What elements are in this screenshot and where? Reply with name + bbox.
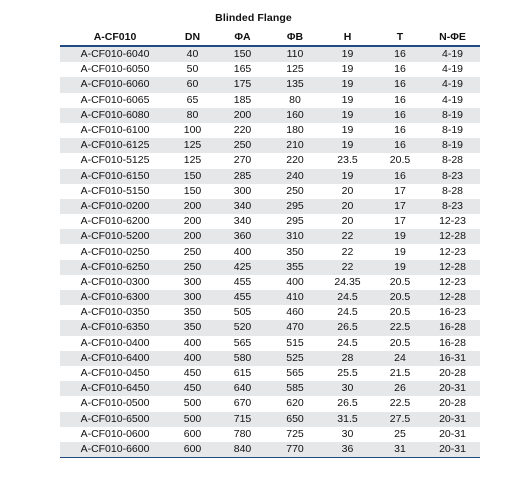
cell-diameter-a: 285 xyxy=(215,169,270,184)
cell-part-number: A-CF010-6450 xyxy=(60,381,170,396)
cell-dn: 200 xyxy=(170,229,215,244)
cell-part-number: A-CF010-0250 xyxy=(60,244,170,259)
header-dn: DN xyxy=(170,28,215,46)
table-row xyxy=(60,412,480,427)
cell-diameter-a: 670 xyxy=(215,396,270,411)
cell-dn: 65 xyxy=(170,93,215,108)
cell-diameter-b: 350 xyxy=(270,244,320,259)
cell-dn: 125 xyxy=(170,138,215,153)
cell-diameter-a: 715 xyxy=(215,412,270,427)
cell-t: 16 xyxy=(375,77,425,92)
table-row xyxy=(60,46,480,62)
cell-dn: 50 xyxy=(170,62,215,77)
cell-diameter-b: 410 xyxy=(270,290,320,305)
cell-part-number: A-CF010-6150 xyxy=(60,169,170,184)
cell-dn: 300 xyxy=(170,290,215,305)
cell-part-number: A-CF010-0200 xyxy=(60,199,170,214)
header-row xyxy=(60,28,480,46)
cell-n-diameter-e: 12-28 xyxy=(425,229,480,244)
cell-n-diameter-e: 12-28 xyxy=(425,290,480,305)
cell-diameter-a: 175 xyxy=(215,77,270,92)
table-row xyxy=(60,77,480,92)
cell-diameter-a: 780 xyxy=(215,427,270,442)
cell-h: 19 xyxy=(320,93,375,108)
cell-t: 19 xyxy=(375,229,425,244)
cell-diameter-a: 300 xyxy=(215,184,270,199)
cell-diameter-a: 455 xyxy=(215,275,270,290)
cell-h: 19 xyxy=(320,123,375,138)
cell-diameter-b: 725 xyxy=(270,427,320,442)
cell-n-diameter-e: 4-19 xyxy=(425,62,480,77)
cell-n-diameter-e: 16-28 xyxy=(425,336,480,351)
cell-dn: 350 xyxy=(170,320,215,335)
cell-n-diameter-e: 8-19 xyxy=(425,123,480,138)
cell-diameter-b: 160 xyxy=(270,108,320,123)
table-row xyxy=(60,290,480,305)
cell-t: 20.5 xyxy=(375,336,425,351)
cell-part-number: A-CF010-0350 xyxy=(60,305,170,320)
cell-t: 19 xyxy=(375,260,425,275)
cell-diameter-b: 515 xyxy=(270,336,320,351)
cell-dn: 250 xyxy=(170,244,215,259)
cell-t: 16 xyxy=(375,169,425,184)
table-title: Blinded Flange xyxy=(215,12,292,24)
cell-h: 19 xyxy=(320,108,375,123)
table-row xyxy=(60,366,480,381)
cell-dn: 300 xyxy=(170,275,215,290)
cell-h: 31.5 xyxy=(320,412,375,427)
cell-h: 19 xyxy=(320,138,375,153)
table-row xyxy=(60,244,480,259)
cell-h: 24.5 xyxy=(320,305,375,320)
cell-h: 19 xyxy=(320,169,375,184)
table-row xyxy=(60,93,480,108)
table-body xyxy=(60,46,480,458)
cell-n-diameter-e: 12-23 xyxy=(425,244,480,259)
cell-h: 25.5 xyxy=(320,366,375,381)
cell-diameter-a: 400 xyxy=(215,244,270,259)
cell-dn: 400 xyxy=(170,336,215,351)
cell-diameter-b: 210 xyxy=(270,138,320,153)
cell-diameter-a: 840 xyxy=(215,442,270,458)
cell-n-diameter-e: 8-28 xyxy=(425,184,480,199)
cell-diameter-b: 525 xyxy=(270,351,320,366)
cell-n-diameter-e: 12-23 xyxy=(425,214,480,229)
cell-h: 22 xyxy=(320,229,375,244)
cell-diameter-a: 220 xyxy=(215,123,270,138)
cell-diameter-a: 340 xyxy=(215,214,270,229)
cell-diameter-b: 770 xyxy=(270,442,320,458)
cell-diameter-b: 470 xyxy=(270,320,320,335)
cell-n-diameter-e: 16-28 xyxy=(425,320,480,335)
cell-h: 26.5 xyxy=(320,396,375,411)
table-row xyxy=(60,427,480,442)
cell-diameter-a: 505 xyxy=(215,305,270,320)
table-row xyxy=(60,229,480,244)
cell-n-diameter-e: 20-28 xyxy=(425,366,480,381)
cell-dn: 125 xyxy=(170,153,215,168)
cell-h: 22 xyxy=(320,244,375,259)
table-row xyxy=(60,184,480,199)
cell-t: 21.5 xyxy=(375,366,425,381)
cell-diameter-b: 110 xyxy=(270,46,320,62)
cell-n-diameter-e: 12-28 xyxy=(425,260,480,275)
cell-h: 20 xyxy=(320,214,375,229)
cell-t: 16 xyxy=(375,108,425,123)
cell-diameter-b: 310 xyxy=(270,229,320,244)
cell-t: 22.5 xyxy=(375,320,425,335)
cell-part-number: A-CF010-6350 xyxy=(60,320,170,335)
cell-t: 16 xyxy=(375,138,425,153)
table-row xyxy=(60,351,480,366)
cell-part-number: A-CF010-6060 xyxy=(60,77,170,92)
table-row xyxy=(60,62,480,77)
cell-t: 22.5 xyxy=(375,396,425,411)
cell-part-number: A-CF010-0400 xyxy=(60,336,170,351)
cell-t: 16 xyxy=(375,46,425,62)
header-t: T xyxy=(375,28,425,46)
cell-diameter-b: 295 xyxy=(270,199,320,214)
cell-part-number: A-CF010-6125 xyxy=(60,138,170,153)
cell-n-diameter-e: 12-23 xyxy=(425,275,480,290)
cell-t: 16 xyxy=(375,62,425,77)
cell-h: 23.5 xyxy=(320,153,375,168)
cell-diameter-b: 295 xyxy=(270,214,320,229)
table-row xyxy=(60,169,480,184)
cell-diameter-b: 650 xyxy=(270,412,320,427)
table-row xyxy=(60,396,480,411)
table-row xyxy=(60,320,480,335)
cell-dn: 200 xyxy=(170,199,215,214)
cell-diameter-a: 150 xyxy=(215,46,270,62)
cell-diameter-a: 615 xyxy=(215,366,270,381)
cell-h: 26.5 xyxy=(320,320,375,335)
cell-n-diameter-e: 8-19 xyxy=(425,108,480,123)
cell-part-number: A-CF010-5125 xyxy=(60,153,170,168)
cell-dn: 80 xyxy=(170,108,215,123)
table-row xyxy=(60,275,480,290)
cell-t: 26 xyxy=(375,381,425,396)
cell-diameter-b: 565 xyxy=(270,366,320,381)
header-diameter-b: ΦB xyxy=(270,28,320,46)
cell-h: 36 xyxy=(320,442,375,458)
cell-h: 24.35 xyxy=(320,275,375,290)
cell-part-number: A-CF010-0450 xyxy=(60,366,170,381)
cell-h: 22 xyxy=(320,260,375,275)
table-row xyxy=(60,214,480,229)
cell-h: 20 xyxy=(320,199,375,214)
cell-n-diameter-e: 20-31 xyxy=(425,427,480,442)
cell-n-diameter-e: 4-19 xyxy=(425,46,480,62)
cell-dn: 100 xyxy=(170,123,215,138)
cell-n-diameter-e: 20-28 xyxy=(425,396,480,411)
cell-n-diameter-e: 8-23 xyxy=(425,169,480,184)
cell-diameter-a: 270 xyxy=(215,153,270,168)
cell-n-diameter-e: 16-31 xyxy=(425,351,480,366)
cell-diameter-a: 200 xyxy=(215,108,270,123)
table-row xyxy=(60,153,480,168)
cell-dn: 400 xyxy=(170,351,215,366)
cell-t: 20.5 xyxy=(375,305,425,320)
table-row xyxy=(60,199,480,214)
header-part-number: A-CF010 xyxy=(60,28,170,46)
cell-n-diameter-e: 20-31 xyxy=(425,442,480,458)
table-row xyxy=(60,381,480,396)
cell-n-diameter-e: 8-23 xyxy=(425,199,480,214)
cell-dn: 40 xyxy=(170,46,215,62)
cell-diameter-a: 640 xyxy=(215,381,270,396)
cell-diameter-b: 400 xyxy=(270,275,320,290)
table-row xyxy=(60,123,480,138)
cell-part-number: A-CF010-6400 xyxy=(60,351,170,366)
cell-diameter-b: 620 xyxy=(270,396,320,411)
cell-diameter-a: 185 xyxy=(215,93,270,108)
cell-diameter-a: 455 xyxy=(215,290,270,305)
cell-t: 24 xyxy=(375,351,425,366)
cell-diameter-b: 250 xyxy=(270,184,320,199)
cell-diameter-b: 80 xyxy=(270,93,320,108)
table-row xyxy=(60,260,480,275)
cell-part-number: A-CF010-6050 xyxy=(60,62,170,77)
cell-part-number: A-CF010-0300 xyxy=(60,275,170,290)
cell-diameter-a: 565 xyxy=(215,336,270,351)
cell-part-number: A-CF010-6300 xyxy=(60,290,170,305)
cell-t: 19 xyxy=(375,244,425,259)
cell-t: 20.5 xyxy=(375,153,425,168)
cell-t: 16 xyxy=(375,123,425,138)
cell-n-diameter-e: 4-19 xyxy=(425,77,480,92)
cell-dn: 150 xyxy=(170,184,215,199)
cell-t: 20.5 xyxy=(375,290,425,305)
table-row xyxy=(60,138,480,153)
cell-n-diameter-e: 20-31 xyxy=(425,381,480,396)
cell-dn: 200 xyxy=(170,214,215,229)
cell-t: 17 xyxy=(375,214,425,229)
cell-part-number: A-CF010-0600 xyxy=(60,427,170,442)
cell-dn: 60 xyxy=(170,77,215,92)
cell-t: 16 xyxy=(375,93,425,108)
cell-dn: 600 xyxy=(170,427,215,442)
cell-diameter-a: 250 xyxy=(215,138,270,153)
header-h: H xyxy=(320,28,375,46)
cell-diameter-a: 580 xyxy=(215,351,270,366)
cell-part-number: A-CF010-6600 xyxy=(60,442,170,458)
cell-h: 24.5 xyxy=(320,290,375,305)
cell-diameter-b: 125 xyxy=(270,62,320,77)
cell-part-number: A-CF010-6040 xyxy=(60,46,170,62)
header-n-diameter-e: N-ΦE xyxy=(425,28,480,46)
cell-t: 20.5 xyxy=(375,275,425,290)
cell-part-number: A-CF010-6250 xyxy=(60,260,170,275)
cell-h: 19 xyxy=(320,77,375,92)
cell-diameter-b: 180 xyxy=(270,123,320,138)
cell-part-number: A-CF010-6080 xyxy=(60,108,170,123)
cell-n-diameter-e: 8-19 xyxy=(425,138,480,153)
cell-dn: 500 xyxy=(170,412,215,427)
cell-h: 30 xyxy=(320,381,375,396)
cell-t: 31 xyxy=(375,442,425,458)
table-row xyxy=(60,108,480,123)
cell-dn: 600 xyxy=(170,442,215,458)
cell-part-number: A-CF010-6065 xyxy=(60,93,170,108)
cell-diameter-b: 460 xyxy=(270,305,320,320)
cell-dn: 450 xyxy=(170,366,215,381)
cell-h: 19 xyxy=(320,62,375,77)
cell-part-number: A-CF010-6200 xyxy=(60,214,170,229)
cell-dn: 350 xyxy=(170,305,215,320)
cell-n-diameter-e: 4-19 xyxy=(425,93,480,108)
cell-h: 24.5 xyxy=(320,336,375,351)
table-row xyxy=(60,305,480,320)
cell-dn: 500 xyxy=(170,396,215,411)
cell-diameter-b: 355 xyxy=(270,260,320,275)
cell-t: 17 xyxy=(375,184,425,199)
flange-spec-table xyxy=(60,28,480,458)
cell-dn: 250 xyxy=(170,260,215,275)
cell-n-diameter-e: 8-28 xyxy=(425,153,480,168)
cell-h: 28 xyxy=(320,351,375,366)
cell-t: 25 xyxy=(375,427,425,442)
cell-dn: 450 xyxy=(170,381,215,396)
table-row xyxy=(60,336,480,351)
cell-diameter-a: 360 xyxy=(215,229,270,244)
cell-diameter-b: 135 xyxy=(270,77,320,92)
cell-part-number: A-CF010-0500 xyxy=(60,396,170,411)
cell-h: 20 xyxy=(320,184,375,199)
cell-diameter-a: 520 xyxy=(215,320,270,335)
cell-h: 19 xyxy=(320,46,375,62)
cell-diameter-a: 165 xyxy=(215,62,270,77)
cell-diameter-b: 220 xyxy=(270,153,320,168)
cell-part-number: A-CF010-6500 xyxy=(60,412,170,427)
cell-diameter-a: 340 xyxy=(215,199,270,214)
cell-part-number: A-CF010-5150 xyxy=(60,184,170,199)
cell-diameter-b: 240 xyxy=(270,169,320,184)
cell-diameter-b: 585 xyxy=(270,381,320,396)
cell-n-diameter-e: 20-31 xyxy=(425,412,480,427)
cell-t: 17 xyxy=(375,199,425,214)
cell-h: 30 xyxy=(320,427,375,442)
header-diameter-a: ΦA xyxy=(215,28,270,46)
cell-part-number: A-CF010-5200 xyxy=(60,229,170,244)
cell-part-number: A-CF010-6100 xyxy=(60,123,170,138)
cell-t: 27.5 xyxy=(375,412,425,427)
cell-dn: 150 xyxy=(170,169,215,184)
cell-diameter-a: 425 xyxy=(215,260,270,275)
cell-n-diameter-e: 16-23 xyxy=(425,305,480,320)
table-row xyxy=(60,442,480,458)
